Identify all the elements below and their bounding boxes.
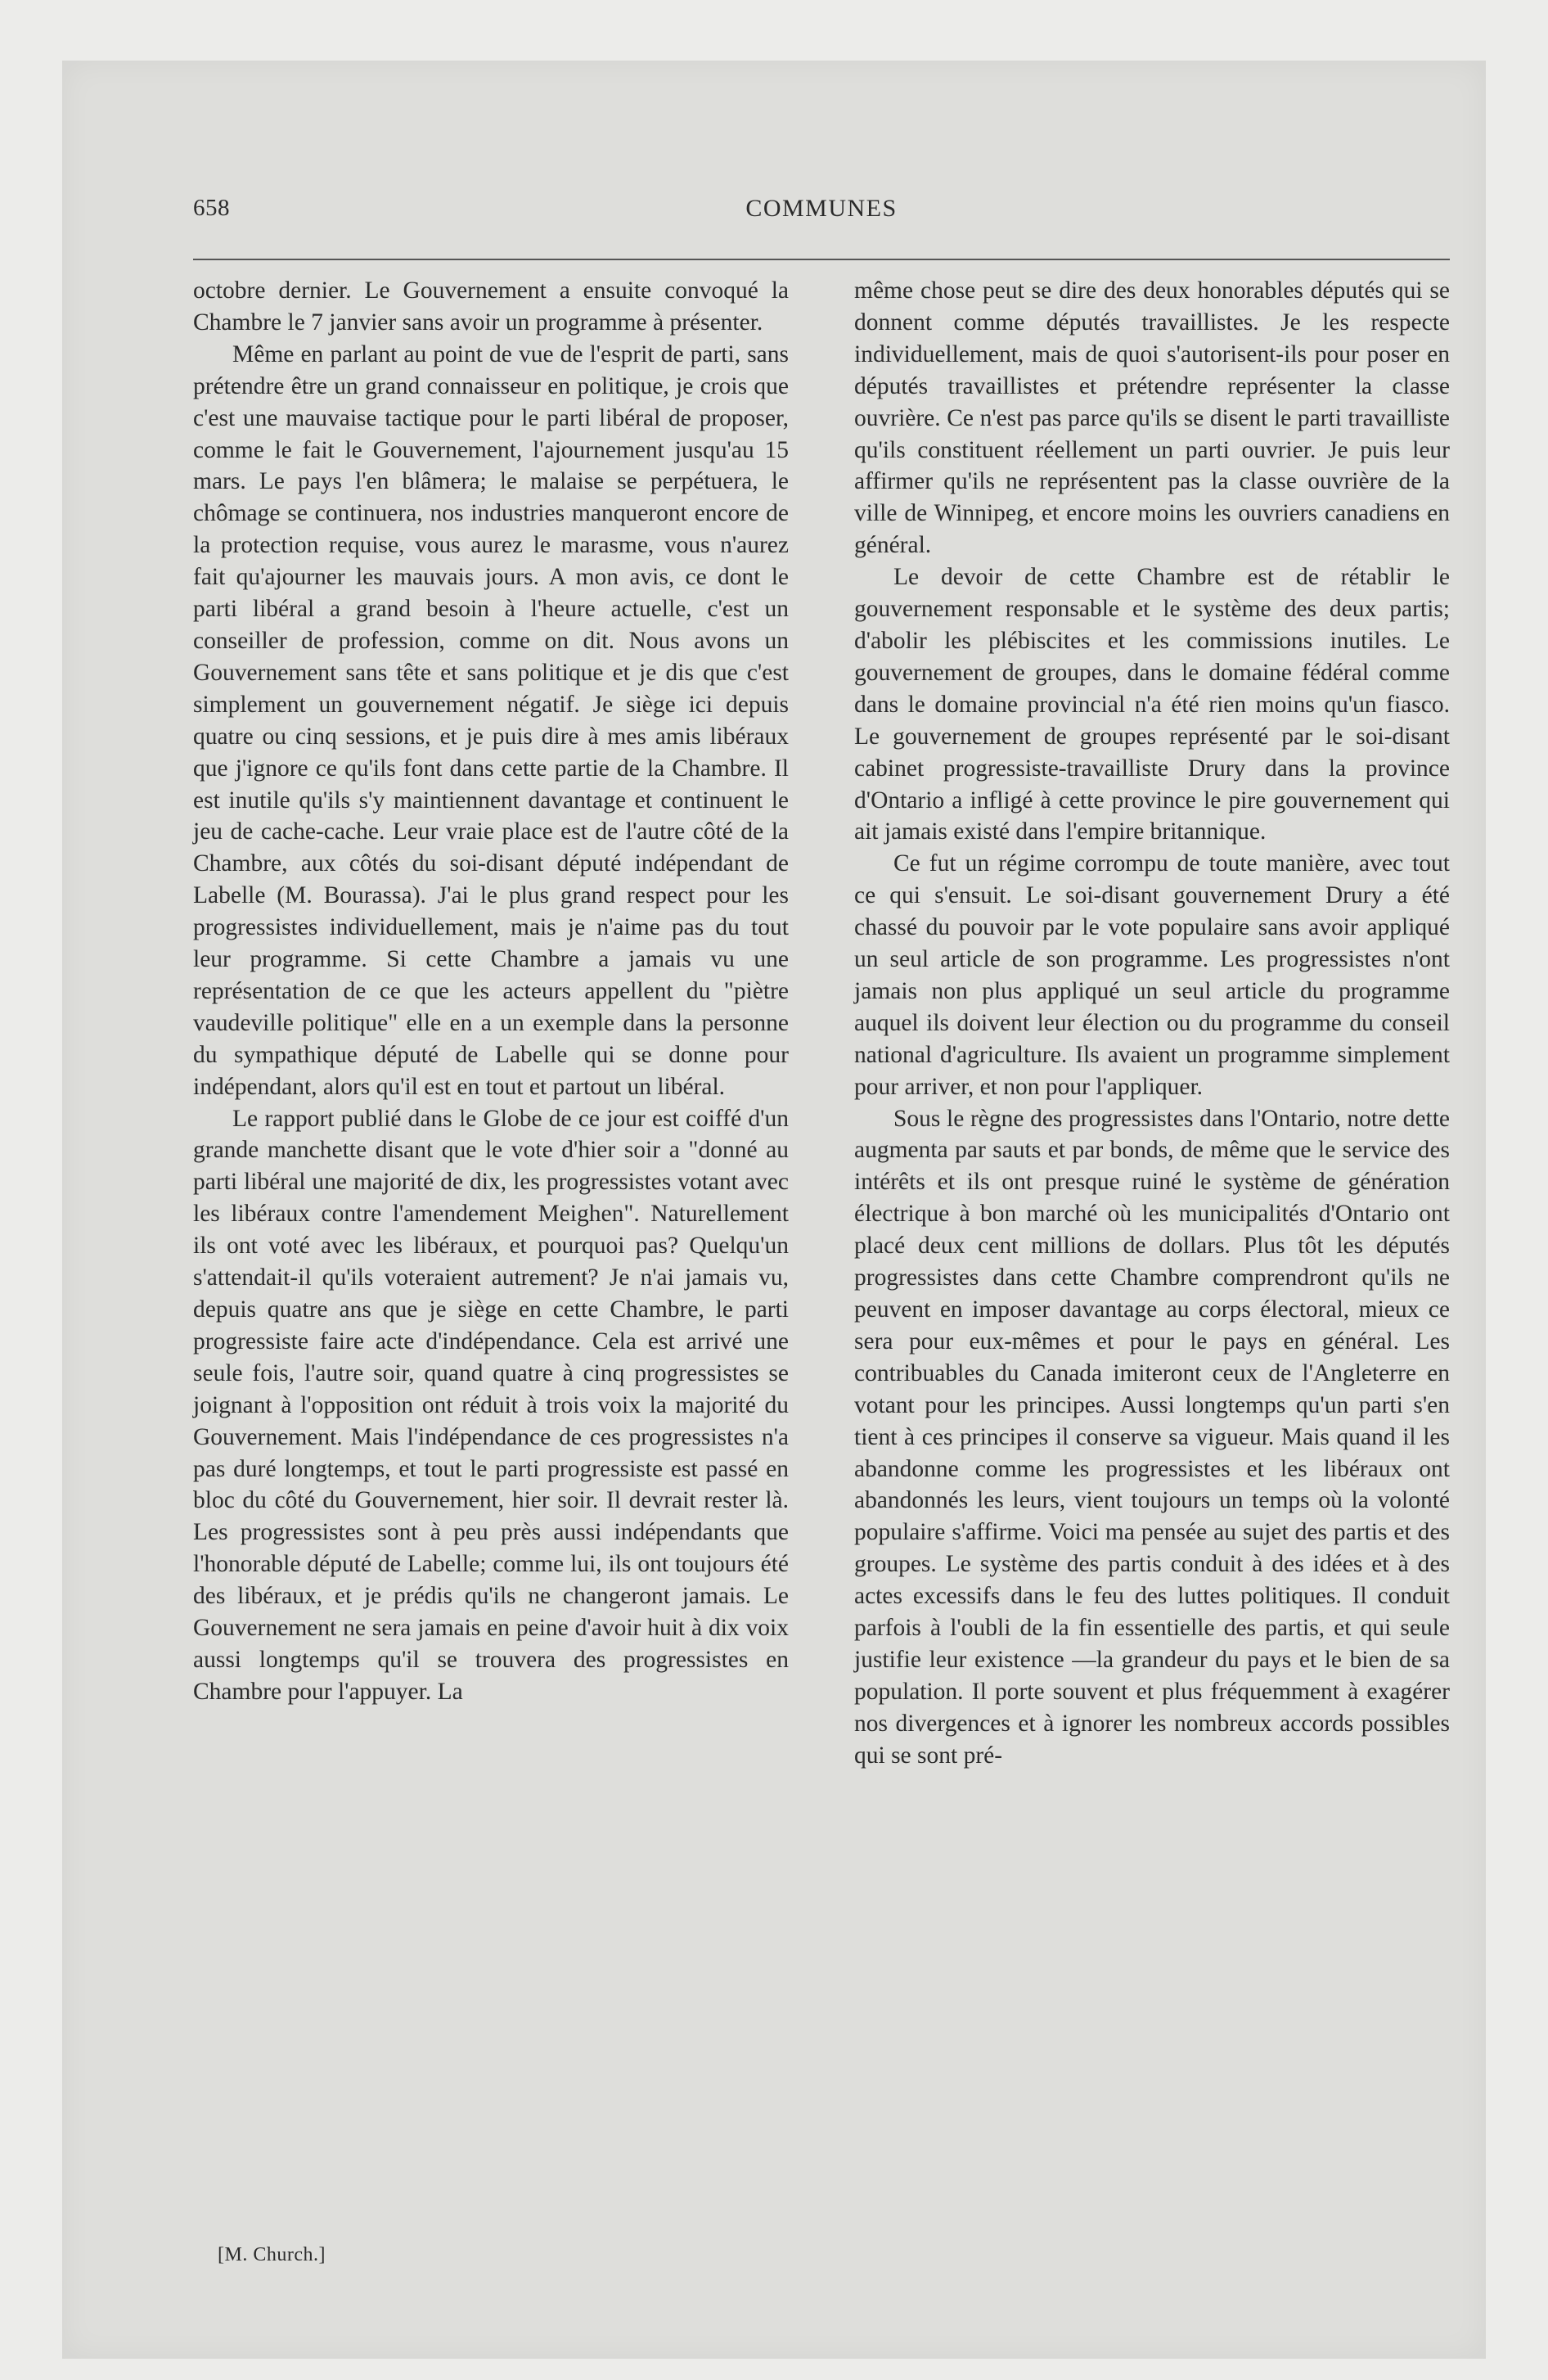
page-number: 658 — [193, 195, 230, 221]
page — [137, 136, 1450, 2329]
scanned-page-background — [62, 61, 1486, 2359]
header-rule — [193, 259, 1450, 260]
paragraph: octobre dernier. Le Gouvernement a ensuite convoqué la Chambre le 7 janvier sans avoir un programme à présenter. — [193, 277, 789, 336]
paragraph: même chose peut se dire des deux honorables députés qui se donnent comme députés travaillistes. Je les respecte individuellement, mais de quoi s'autorisent-ils pour poser en députés travaillistes et prétendre représenter la classe ouvrière. Ce n'est pas parce qu'ils se disent le parti travailliste qu'ils constituent réellement un parti ouvrier. Je puis leur affirmer qu'ils ne représentent pas la classe ouvrière de la ville de Winnipeg, et encore moins les ouvriers canadiens en général. — [854, 277, 1450, 559]
paragraph: Ce fut un régime corrompu de toute manière, avec tout ce qui s'ensuit. Le soi-disant gouvernement Drury a été chassé du pouvoir par le vote populaire sans avoir appliqué un seul article de son programme. Les progressistes n'ont jamais non plus appliqué un seul article du programme auquel ils doivent leur élection ou du programme du conseil national d'agriculture. Ils avaient un programme simplement pour arriver, et non pour l'appliquer. — [854, 850, 1450, 1100]
running-head: COMMUNES — [745, 195, 898, 222]
paragraph: Le rapport publié dans le Globe de ce jour est coiffé d'un grande manchette disant que le vote d'hier soir a "donné au parti libéral une majorité de dix, les progressistes votant avec les libéraux contre l'amendement Meighen". Naturellement ils ont voté avec les libéraux, et pourquoi pas? Quelqu'un s'attendait-il qu'ils voteraient autrement? Je n'ai jamais vu, depuis quatre ans que je siège en cette Chambre, le parti progressiste faire acte d'indépendance. Cela est arrivé une seule fois, l'autre soir, quand quatre à cinq progressistes se joignant à l'opposition ont réduit à trois voix la majorité du Gouvernement. Mais l'indépendance de ces progressistes n'a pas duré longtemps, et tout le parti progressiste est passé en bloc du côté du Gouvernement, hier soir. Il devrait rester là. Les progressistes sont à peu près aussi indépendants que l'honorable député de Labelle; comme lui, ils ont toujours été des libéraux, et je prédis qu'ils ne changeront jamais. Le Gouvernement ne sera jamais en peine d'avoir huit à dix voix aussi longtemps qu'il se trouvera des progressistes en Chambre pour l'appuyer. La — [193, 1105, 789, 1705]
speaker-reference: [M. Church.] — [218, 2244, 326, 2265]
paragraph: Même en parlant au point de vue de l'esprit de parti, sans prétendre être un grand connaisseur en politique, je crois que c'est une mauvaise tactique pour le parti libéral de proposer, comme le fait le Gouvernement, l'ajournement jusqu'au 15 mars. Le pays l'en blâmera; le malaise se perpétuera, le chômage se continuera, nos industries manqueront encore de la protection requise, vous aurez le marasme, vous n'aurez fait qu'ajourner les mauvais jours. A mon avis, ce dont le parti libéral a grand besoin à l'heure actuelle, c'est un conseiller de profession, comme on dit. Nous avons un Gouvernement sans tête et sans politique et je dis que c'est simplement un gouvernement négatif. Je siège ici depuis quatre ou cinq sessions, et je puis dire à mes amis libéraux que j'ignore ce qu'ils font dans cette partie de la Chambre. Il est inutile qu'ils s'y maintiennent davantage et continuent le jeu de cache-cache. Leur vraie place est de l'autre côté de la Chambre, aux côtés du soi-disant député indépendant de Labelle (M. Bourassa). J'ai le plus grand respect pour les progressistes individuellement, mais je n'aime pas du tout leur programme. Si cette Chambre a jamais vu une représentation de ce que les acteurs appellent du "piètre vaudeville politique" elle en a un exemple dans la personne du sympathique député de Labelle qui se donne pour indépendant, alors qu'il est en tout et partout un libéral. — [193, 340, 789, 1100]
right-column — [854, 275, 1450, 1772]
paragraph: Le devoir de cette Chambre est de rétablir le gouvernement responsable et le système des deux partis; d'abolir les plébiscites et les commissions inutiles. Le gouvernement de groupes, dans le domaine fédéral comme dans le domaine provincial n'a été rien moins qu'un fiasco. Le gouvernement de groupes représenté par le soi-disant cabinet progressiste-travailliste Drury dans la province d'Ontario a infligé à cette province le pire gouvernement qui ait jamais existé dans l'empire britannique. — [854, 564, 1450, 845]
left-column — [193, 275, 789, 1708]
page-header — [193, 195, 1450, 228]
paragraph: Sous le règne des progressistes dans l'Ontario, notre dette augmenta par sauts et par bonds, de même que le service des intérêts et ils ont presque ruiné le système de génération électrique à bon marché où les municipalités d'Ontario ont placé deux cent millions de dollars. Plus tôt les députés progressistes dans cette Chambre comprendront qu'ils ne peuvent en imposer davantage au corps électoral, mieux ce sera pour eux-mêmes et pour le pays en général. Les contribuables du Canada imiteront ceux de l'Angleterre en votant pour les principes. Aussi longtemps qu'un parti s'en tient à ces principes il conserve sa vigueur. Mais quand il les abandonne comme les progressistes et les libéraux ont abandonnés les leurs, vient toujours un temps où la volonté populaire s'affirme. Voici ma pensée au sujet des partis et des groupes. Le système des partis conduit à des idées et à des actes excessifs dans le feu des luttes politiques. Il conduit parfois à l'oubli de la fin essentielle des partis, et qui seule justifie leur existence —la grandeur du pays et le bien de sa population. Il porte souvent et plus fréquemment à exagérer nos divergences et à ignorer les nombreux accords possibles qui se sont pré- — [854, 1105, 1450, 1769]
